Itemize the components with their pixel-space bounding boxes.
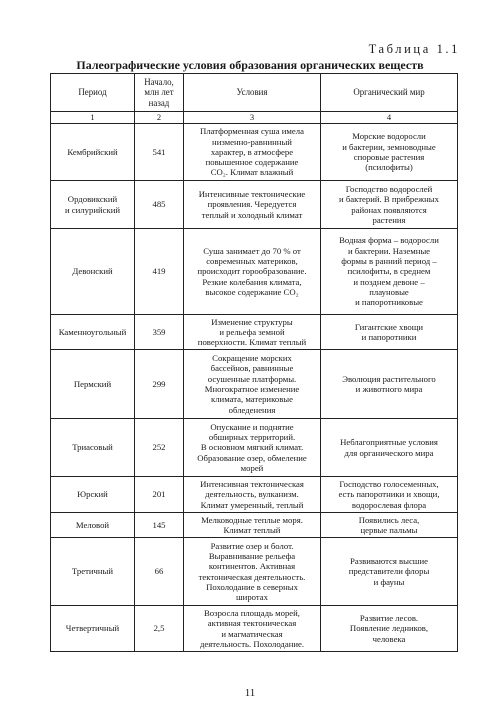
age-cell: 359 [135,315,184,350]
organic-cell: Эволюция растительного и животного мира [321,350,458,419]
age-cell: 485 [135,181,184,229]
conditions-cell: Изменение структуры и рельефа земной поверхности. Климат теплый [184,315,321,350]
age-cell: 252 [135,419,184,477]
col-number: 1 [51,112,135,124]
table-row [51,513,458,538]
conditions-cell: Интенсивная тектоническая деятельность, вулканизм. Климат умеренный, теплый [184,477,321,513]
col-number: 2 [135,112,184,124]
header-row [51,74,458,112]
table-label: Таблица 1.1 [368,42,460,56]
organic-cell: Господство голосеменных, есть папоротники и хвощи, водорослевая флора [321,477,458,513]
table-row [51,350,458,419]
age-cell: 299 [135,350,184,419]
organic-cell: Водная форма – водоросли и бактерии. Наземные формы в ранний период – псилофиты, в среднем и позднем девоне – плауновые и папоротниковые [321,229,458,315]
col-number: 4 [321,112,458,124]
header-conditions: Условия [184,74,321,112]
period-cell: Пермский [51,350,135,419]
conditions-cell: Платформенная суша имела низменно-равнинный характер, в атмосфере повышенное содержание CO₂. Климат влажный [184,124,321,181]
age-cell: 66 [135,538,184,606]
age-cell: 541 [135,124,184,181]
period-cell: Триасовый [51,419,135,477]
conditions-cell: Опускание и поднятие обширных территорий. В основном мягкий климат. Образование озер, обмеление морей [184,419,321,477]
conditions-cell: Сокращение морских бассейнов, равнинные осушенные платформы. Многократное изменение климата, материковые обледенения [184,350,321,419]
conditions-cell: Развитие озер и болот. Выравнивание рельефа континентов. Активная тектоническая деятельность. Похолодание в северных широтах [184,538,321,606]
age-cell: 419 [135,229,184,315]
column-number-row [51,112,458,124]
organic-cell: Появились леса, цервые пальмы [321,513,458,538]
paleo-table [50,73,458,652]
table-row [51,181,458,229]
table-row [51,124,458,181]
col-number: 3 [184,112,321,124]
table-row [51,315,458,350]
period-cell: Ордовикский и силурийский [51,181,135,229]
page-number: 11 [244,687,256,699]
table-row [51,538,458,606]
period-cell: Меловой [51,513,135,538]
table-row [51,477,458,513]
conditions-cell: Мелководные теплые моря. Климат теплый [184,513,321,538]
age-cell: 145 [135,513,184,538]
period-cell: Кембрийский [51,124,135,181]
period-cell: Юрский [51,477,135,513]
organic-cell: Развитие лесов. Появление ледников, человека [321,606,458,652]
header-period: Период [51,74,135,112]
table-row [51,606,458,652]
organic-cell: Развиваются высшие представители флоры и фауны [321,538,458,606]
organic-cell: Неблагоприятные условия для органического мира [321,419,458,477]
period-cell: Третичный [51,538,135,606]
organic-cell: Господство водорослей и бактерий. В прибрежных районах появляются растения [321,181,458,229]
period-cell: Каменноугольный [51,315,135,350]
conditions-cell: Суша занимает до 70 % от современных материков, происходит горообразование. Резкие колебания климата, высокое содержание CO₂ [184,229,321,315]
organic-cell: Гигантские хвощи и папоротники [321,315,458,350]
period-cell: Девонский [51,229,135,315]
table-row [51,229,458,315]
organic-cell: Морские водоросли и бактерии, земноводные споровые растения (псилофиты) [321,124,458,181]
age-cell: 201 [135,477,184,513]
age-cell: 2,5 [135,606,184,652]
period-cell: Четвертичный [51,606,135,652]
table-title: Палеографические условия образования органических веществ [76,58,424,72]
table-row [51,419,458,477]
header-organic: Органический мир [321,74,458,112]
conditions-cell: Интенсивные тектонические проявления. Чередуется теплый и холодный климат [184,181,321,229]
conditions-cell: Возросла площадь морей, активная тектоническая и магматическая деятельность. Похолодание. [184,606,321,652]
header-age: Начало, млн лет назад [135,74,184,112]
